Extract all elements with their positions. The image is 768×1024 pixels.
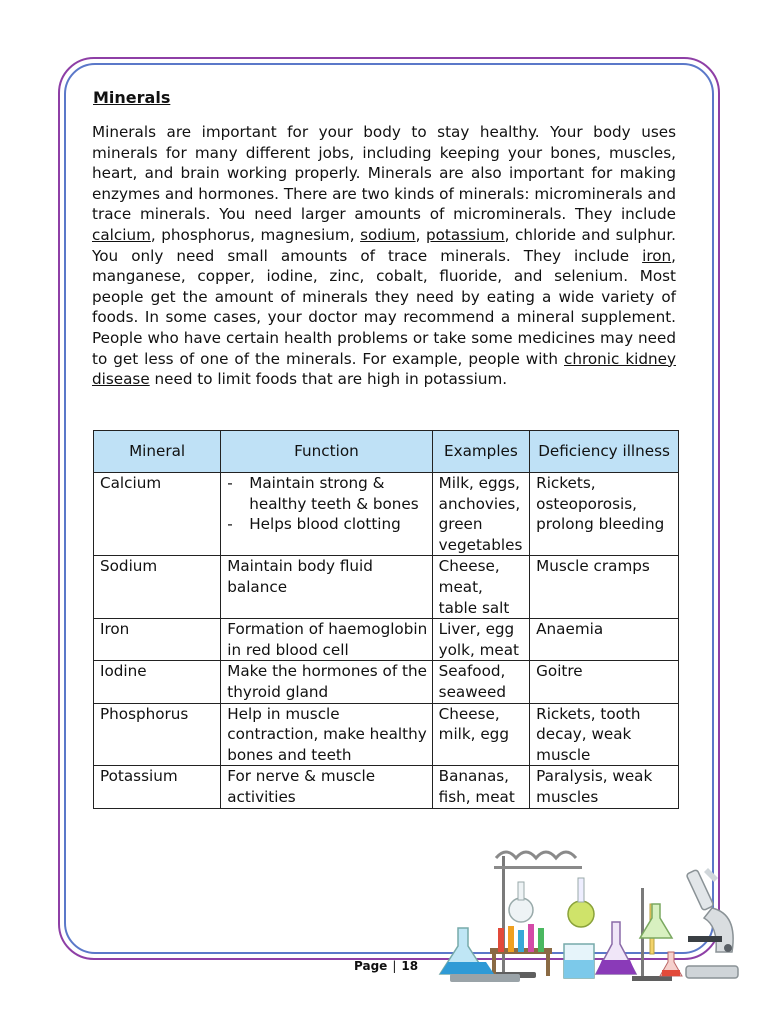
cell-examples: Bananas, fish, meat: [432, 766, 530, 808]
cell-examples: Cheese, meat, table salt: [432, 556, 530, 619]
text-run: Minerals are important for your body to stay healthy. Your body uses minerals for many different jobs, including keeping your bones, muscles, heart, and brain working properly. Minerals are also important for making enzymes and hormones. There are two kinds of minerals: microminerals and trace minerals. You need larger amounts of microminerals. They include: [92, 123, 676, 224]
underlined-term: chronic kidney disease: [92, 349, 676, 389]
column-header-deficiency: Deficiency illness: [530, 431, 679, 473]
underlined-term: sodium: [360, 225, 416, 244]
cell-function: For nerve & muscle activities: [221, 766, 432, 808]
lab-equipment-icon: [436, 848, 746, 986]
cell-mineral: Sodium: [94, 556, 221, 619]
function-list-item: [227, 473, 427, 514]
cell-mineral: Calcium: [94, 473, 221, 556]
underlined-term: potassium: [426, 225, 505, 244]
function-text: Helps blood clotting: [249, 515, 401, 534]
column-header-examples: Examples: [432, 431, 530, 473]
table-row: [94, 703, 679, 766]
cell-mineral: Phosphorus: [94, 703, 221, 766]
minerals-table: [93, 430, 679, 809]
underlined-term: iron: [642, 246, 672, 265]
cell-deficiency: Paralysis, weak muscles: [530, 766, 679, 808]
table-row: [94, 556, 679, 619]
cell-deficiency: Goitre: [530, 661, 679, 703]
table-row: [94, 661, 679, 703]
table-body: [94, 473, 679, 809]
cell-deficiency: Anaemia: [530, 619, 679, 661]
cell-deficiency: Rickets, osteoporosis, prolong bleeding: [530, 473, 679, 556]
function-list-item: [227, 514, 427, 535]
function-list: [227, 473, 427, 535]
cell-mineral: Iodine: [94, 661, 221, 703]
page-number: 18: [401, 959, 419, 973]
cell-examples: Cheese, milk, egg: [432, 703, 530, 766]
text-run: need to limit foods that are high in potassium.: [149, 370, 508, 389]
text-run: , phosphorus, magnesium,: [150, 225, 361, 244]
column-header-function: Function: [221, 431, 432, 473]
cell-function: Help in muscle contraction, make healthy bones and teeth: [221, 703, 432, 766]
cell-mineral: Potassium: [94, 766, 221, 808]
cell-function: [221, 473, 432, 556]
cell-deficiency: Muscle cramps: [530, 556, 679, 619]
table-header-row: [94, 431, 679, 473]
intro-paragraph: [92, 122, 676, 390]
table-row: [94, 473, 679, 556]
page-footer: [354, 959, 418, 973]
table-row: [94, 619, 679, 661]
text-run: , manganese, copper, iodine, zinc, cobalt, fluoride, and selenium. Most people get the amount of minerals they need by eating a wide variety of foods. In some cases, your doctor may recommend a mineral supplement. People who have certain health problems or take some medicines may need to get less of one of the minerals. For example, people with: [92, 246, 676, 368]
dash-icon: -: [227, 474, 233, 492]
page-label: Page: [354, 959, 388, 973]
table-row: [94, 766, 679, 808]
cell-function: Make the hormones of the thyroid gland: [221, 661, 432, 703]
text-run: , chloride and sulphur. You only need small amounts of trace minerals. They include: [92, 225, 677, 265]
underlined-term: calcium: [92, 225, 151, 244]
column-header-mineral: Mineral: [94, 431, 221, 473]
function-text: Maintain strong & healthy teeth & bones: [249, 474, 419, 513]
section-heading: Minerals: [93, 88, 171, 107]
cell-function: Formation of haemoglobin in red blood cell: [221, 619, 432, 661]
cell-function: Maintain body fluid balance: [221, 556, 432, 619]
page-separator: |: [392, 959, 397, 973]
cell-examples: Seafood, seaweed: [432, 661, 530, 703]
dash-icon: -: [227, 515, 233, 534]
cell-deficiency: Rickets, tooth decay, weak muscle: [530, 703, 679, 766]
cell-mineral: Iron: [94, 619, 221, 661]
cell-examples: Liver, egg yolk, meat: [432, 619, 530, 661]
text-run: ,: [415, 225, 426, 244]
cell-examples: Milk, eggs, anchovies, green vegetables: [432, 473, 530, 556]
